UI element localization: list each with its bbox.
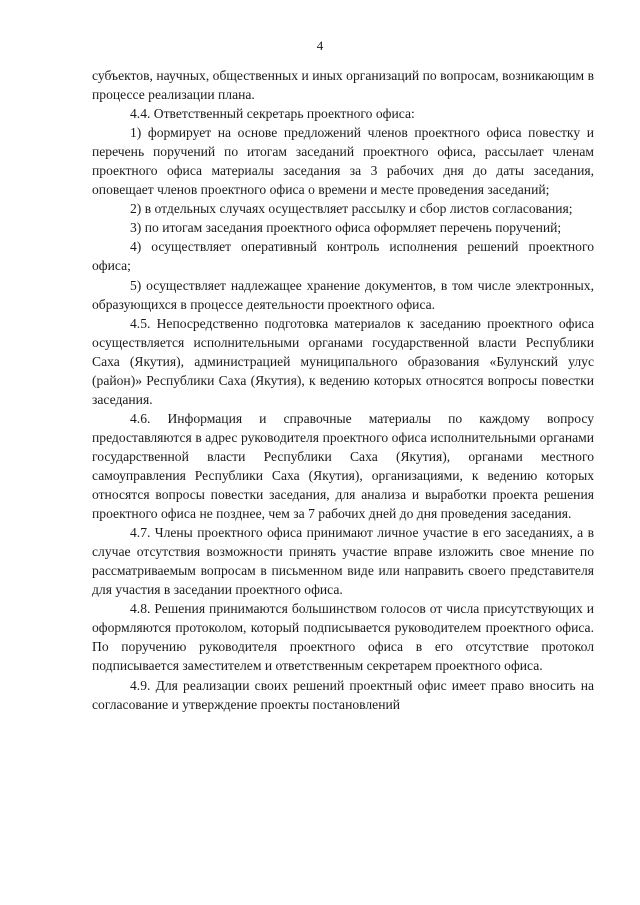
paragraph-4-4: 4.4. Ответственный секретарь проектного офиса: — [130, 106, 415, 122]
list-item-5: 5) осуществляет надлежащее хранение документов, в том числе электронных, образующихся в процессе деятельности проектного офиса. — [92, 277, 594, 312]
document-body — [92, 66, 594, 714]
paragraph-4-7: 4.7. Члены проектного офиса принимают личное участие в его заседаниях, а в случае отсутствия возможности принять участие вправе изложить свое мнение по рассматриваемым вопросам в письменном виде или направить своего представителя для участия в заседании проектного офиса. — [92, 525, 594, 598]
list-item-2: 2) в отдельных случаях осуществляет рассылку и сбор листов согласования; — [130, 201, 573, 217]
paragraph-4-9: 4.9. Для реализации своих решений проектный офис имеет право вносить на согласование и утверждение проекты постановлений — [92, 677, 594, 712]
paragraph-4-5: 4.5. Непосредственно подготовка материалов к заседанию проектного офиса осуществляется исполнительными органами государственной власти Республики Саха (Якутия), администрацией муниципального образования «Булунский улус (район)» Республики Саха (Якутия), к ведению которых относятся вопросы повестки заседания. — [92, 315, 594, 407]
page-number: 4 — [316, 38, 324, 53]
paragraph-continuation: субъектов, научных, общественных и иных организаций по вопросам, возникающим в процессе реализации плана. — [92, 68, 594, 103]
list-item-3: 3) по итогам заседания проектного офиса оформляет перечень поручений; — [130, 220, 562, 236]
paragraph-4-8: 4.8. Решения принимаются большинством голосов от числа присутствующих и оформляются протоколом, который подписывается руководителем проектного офиса. По поручению руководителя проектного офиса в его отсутствие протокол подписывается заместителем и ответственным секретарем проектного офиса. — [92, 601, 594, 674]
list-item-4: 4) осуществляет оперативный контроль исполнения решений проектного офиса; — [92, 239, 594, 274]
list-item-1: 1) формирует на основе предложений членов проектного офиса повестку и перечень поручений по итогам заседаний проектного офиса, рассылает членам проектного офиса материалы заседания за 3 рабочих дня до даты заседания, оповещает членов проектного офиса о времени и месте проведения заседаний; — [92, 125, 594, 198]
paragraph-4-6: 4.6. Информация и справочные материалы по каждому вопросу предоставляются в адрес руководителя проектного офиса исполнительными органами государственной власти Республики Саха (Якутия), органами местного самоуправления Республики Саха (Якутия), организациями, к ведению которых относятся вопросы повестки заседания, для анализа и выработки проекта решения проектного офиса не позднее, чем за 7 рабочих дней до дня проведения заседания. — [92, 410, 594, 522]
